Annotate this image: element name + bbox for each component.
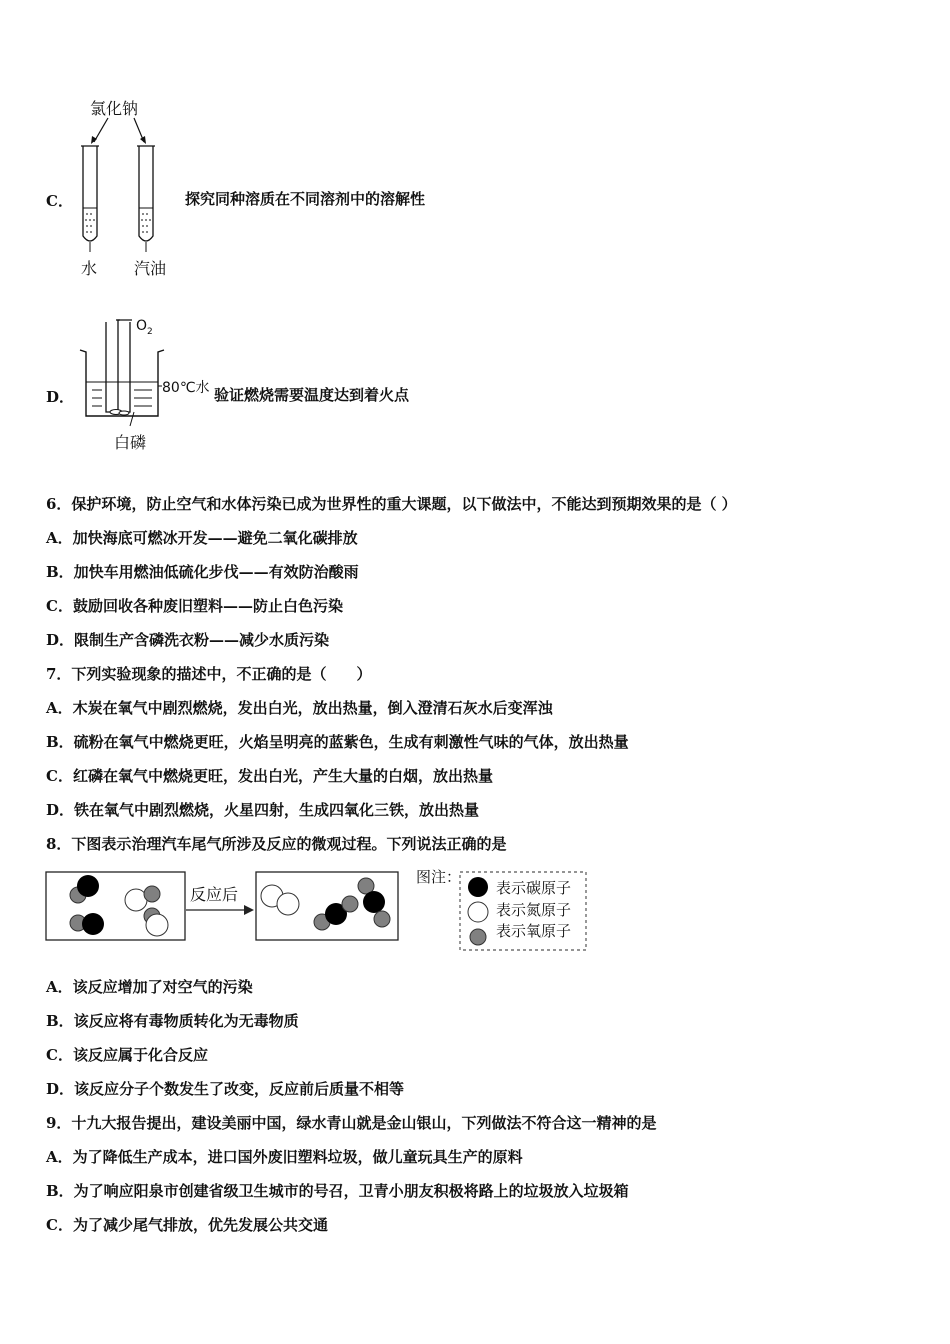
carbon-atom <box>77 875 99 897</box>
q8-option-b: B．该反应将有毒物质转化为无毒物质 <box>46 1012 299 1030</box>
sodium-chloride-label: 氯化钠 <box>90 99 139 118</box>
q5-option-c-text: 探究同种溶质在不同溶剂中的溶解性 <box>185 190 426 208</box>
q7-option-c: C．红磷在氧气中燃烧更旺，发出白光，产生大量的白烟，放出热量 <box>46 767 493 785</box>
carbon-atom <box>82 913 104 935</box>
oxygen-atom <box>374 911 390 927</box>
q8-option-d: D．该反应分子个数发生了改变，反应前后质量不相等 <box>46 1080 405 1098</box>
q7-option-a: A．木炭在氧气中剧烈燃烧，发出白光，放出热量，倒入澄清石灰水后变浑浊 <box>46 699 553 717</box>
q5-option-c-letter: C． <box>46 192 73 210</box>
q7-stem: 7．下列实验现象的描述中，不正确的是（ ） <box>46 665 372 683</box>
legend-nitrogen-label: 表示氮原子 <box>496 901 572 919</box>
q9-option-a: A．为了降低生产成本，进口国外废旧塑料垃圾，做儿童玩具生产的原料 <box>46 1148 523 1166</box>
legend-carbon-atom <box>468 877 488 897</box>
q7-option-d: D．铁在氧气中剧烈燃烧，火星四射，生成四氧化三铁，放出热量 <box>46 801 480 819</box>
carbon-atom <box>363 891 385 913</box>
q5-option-d-text: 验证燃烧需要温度达到着火点 <box>214 386 410 404</box>
q8-option-a: A．该反应增加了对空气的污染 <box>46 978 253 996</box>
legend-carbon-label: 表示碳原子 <box>496 879 572 897</box>
q8-option-c: C．该反应属于化合反应 <box>46 1046 208 1064</box>
beaker-figure <box>78 312 214 454</box>
reaction-arrow-label: 反应后 <box>190 885 239 904</box>
q9-option-c: C．为了减少尾气排放，优先发展公共交通 <box>46 1216 328 1234</box>
oxygen-atom <box>144 886 160 902</box>
nitrogen-atom <box>277 893 299 915</box>
legend-oxygen-atom <box>470 929 486 945</box>
q7-option-b: B．硫粉在氧气中燃烧更旺，火焰呈明亮的蓝紫色，生成有刺激性气味的气体，放出热量 <box>46 733 629 751</box>
water-temp-label: 80℃水 <box>162 380 210 396</box>
nitrogen-atom <box>146 914 168 936</box>
oxygen-label: $O_2$ <box>136 318 153 337</box>
test-tubes-figure <box>78 96 178 278</box>
oxygen-atom <box>342 896 358 912</box>
q8-stem: 8．下图表示治理汽车尾气所涉及反应的微观过程。下列说法正确的是 <box>46 835 507 853</box>
q6-option-d: D．限制生产含磷洗衣粉——减少水质污染 <box>46 631 330 649</box>
test-tube-water <box>83 146 97 241</box>
q9-option-b: B．为了响应阳泉市创建省级卫生城市的号召，卫青小朋友积极将路上的垃圾放入垃圾箱 <box>46 1182 629 1200</box>
q9-stem: 9．十九大报告提出，建设美丽中国，绿水青山就是金山银山，下列做法不符合这一精神的是 <box>46 1114 657 1132</box>
legend-oxygen-label: 表示氧原子 <box>496 922 572 940</box>
test-tube-gasoline <box>139 146 153 241</box>
q6-option-c: C．鼓励回收各种废旧塑料——防止白色污染 <box>46 597 343 615</box>
q6-option-b: B．加快车用燃油低硫化步伐——有效防治酸雨 <box>46 563 359 581</box>
reaction-diagram <box>44 864 596 956</box>
q6-stem: 6．保护环境，防止空气和水体污染已成为世界性的重大课题，以下做法中，不能达到预期效果的是（ ） <box>46 495 737 513</box>
legend-nitrogen-atom <box>468 902 488 922</box>
water-label: 水 <box>81 259 98 278</box>
white-phosphorus-label: 白磷 <box>114 433 147 452</box>
q6-option-a: A．加快海底可燃冰开发——避免二氧化碳排放 <box>46 529 358 547</box>
gasoline-label: 汽油 <box>134 259 167 278</box>
legend-title: 图注： <box>416 868 462 886</box>
q5-option-d-letter: D． <box>46 388 75 406</box>
